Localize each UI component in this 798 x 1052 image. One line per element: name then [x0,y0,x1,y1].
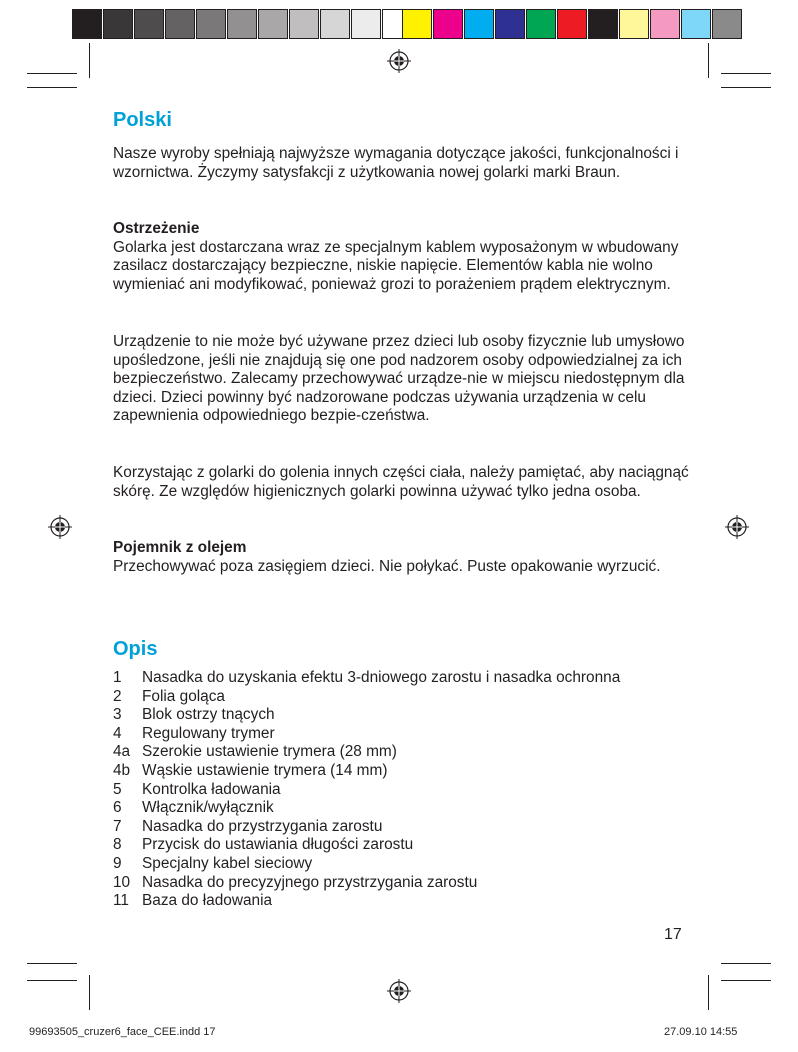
warning-block [113,220,693,294]
list-item-number: 11 [113,892,129,910]
gray-swatch [103,9,133,39]
gray-swatch [227,9,257,39]
list-item [113,688,713,707]
list-item [113,725,713,744]
color-swatch [712,9,742,39]
color-swatch [402,9,432,39]
crop-mark [89,43,90,78]
gray-swatch [258,9,288,39]
registration-mark-icon [48,515,72,539]
grayscale-color-bar [72,9,413,39]
crop-mark [721,87,771,88]
list-item [113,855,713,874]
crop-mark [27,980,77,981]
gray-swatch [351,9,381,39]
list-item-text: Nasadka do uzyskania efektu 3-dniowego zarostu i nasadka ochronna [142,669,621,686]
page-number: 17 [664,926,682,943]
color-swatch [526,9,556,39]
color-swatch [433,9,463,39]
color-swatch [557,9,587,39]
list-item [113,799,713,818]
gray-swatch [165,9,195,39]
registration-mark-icon [387,979,411,1003]
list-item-text: Kontrolka ładowania [142,780,281,798]
gray-swatch [196,9,226,39]
intro-paragraph: Nasze wyroby spełniają najwyższe wymagania dotyczące jakości, funkcjonalności i wzornictwa. Życzymy satysfakcji z użytkowania nowej golarki marki Braun. [113,145,679,181]
list-item-text: Folia goląca [142,687,225,705]
warning-text: Golarka jest dostarczana wraz ze specjalnym kablem wyposażonym w wbudowany zasilacz dostarczający bezpieczne, niskie napięcie. Elementów kabla nie wolno wymieniać ani modyfikować, ponieważ grozi to porażeniem prądem elektrycznym. [113,238,679,293]
list-item-text: Wąskie ustawienie trymera (14 mm) [142,761,388,779]
gray-swatch [289,9,319,39]
list-item-number: 10 [113,873,131,891]
oil-text: Przechowywać poza zasięgiem dzieci. Nie połykać. Puste opakowanie wyrzucić. [113,557,661,575]
gray-swatch [72,9,102,39]
list-item-number: 9 [113,854,122,872]
crop-mark [27,963,77,964]
list-item [113,706,713,725]
color-swatch [619,9,649,39]
color-swatch [588,9,618,39]
footer-file: 99693505_cruzer6_face_CEE.indd 17 [29,1026,216,1038]
oil-heading: Pojemnik z olejem [113,539,247,556]
list-item [113,892,713,911]
registration-mark-icon [387,49,411,73]
color-swatch [464,9,494,39]
list-item-text: Baza do ładowania [142,892,273,910]
oil-block [113,539,693,576]
children-paragraph: Urządzenie to nie może być używane przez dzieci lub osoby fizycznie lub umysłowo upośledzone, jeśli nie znajdują się one pod nadzorem osoby odpowiedzialnej za ich bezpieczeństwo. Zalecamy przechowywać urządze-nie w miejscu niedostępnym dla dzieci. Dzieci powinny być nadzorowane podczas używania urządzenia w celu zapewnienia odpowiedniego bezpie-czeństwa. [113,333,685,425]
list-item-text: Przycisk do ustawiania długości zarostu [142,836,414,854]
list-item-text: Regulowany trymer [142,724,275,742]
list-item-number: 6 [113,799,122,817]
body-use-paragraph: Korzystając z golarki do golenia innych części ciała, należy pamiętać, aby naciągnąć skórę. Ze względów higienicznych golarki powinna używać tylko jedna osoba. [113,464,689,500]
crop-mark [721,963,771,964]
list-item-text: Blok ostrzy tnących [142,706,275,724]
gray-swatch [320,9,350,39]
crop-mark [708,43,709,78]
list-item [113,818,713,837]
footer-date: 27.09.10 14:55 [664,1026,738,1038]
list-item-number: 4a [113,743,131,761]
section-title-opis: Opis [113,638,158,660]
color-swatch [495,9,525,39]
crop-mark [708,975,709,1010]
list-item [113,836,713,855]
warning-heading: Ostrzeżenie [113,220,200,237]
list-item-number: 2 [113,687,122,705]
color-swatch [650,9,680,39]
crop-mark [89,975,90,1010]
gray-swatch [134,9,164,39]
list-item-number: 7 [113,817,122,835]
color-swatch [681,9,711,39]
list-item [113,874,713,893]
list-item [113,781,713,800]
crop-mark [721,980,771,981]
crop-mark [27,87,77,88]
list-item-number: 8 [113,836,122,854]
registration-mark-icon [725,515,749,539]
section-title-polski: Polski [113,109,172,131]
list-item-text: Szerokie ustawienie trymera (28 mm) [142,743,397,761]
list-item-number: 4b [113,761,131,779]
crop-mark [27,73,77,74]
list-item-text: Nasadka do przystrzygania zarostu [142,817,383,835]
list-item-text: Włącznik/wyłącznik [142,799,274,817]
list-item-number: 1 [113,669,122,686]
list-item-number: 4 [113,724,122,742]
list-item-number: 5 [113,780,122,798]
list-item [113,669,713,688]
parts-list [113,669,713,911]
list-item-text: Nasadka do precyzyjnego przystrzygania zarostu [142,873,478,891]
list-item-number: 3 [113,706,122,724]
process-color-bar [402,9,743,39]
list-item [113,743,713,762]
list-item-text: Specjalny kabel sieciowy [142,854,313,872]
list-item [113,762,713,781]
crop-mark [721,73,771,74]
